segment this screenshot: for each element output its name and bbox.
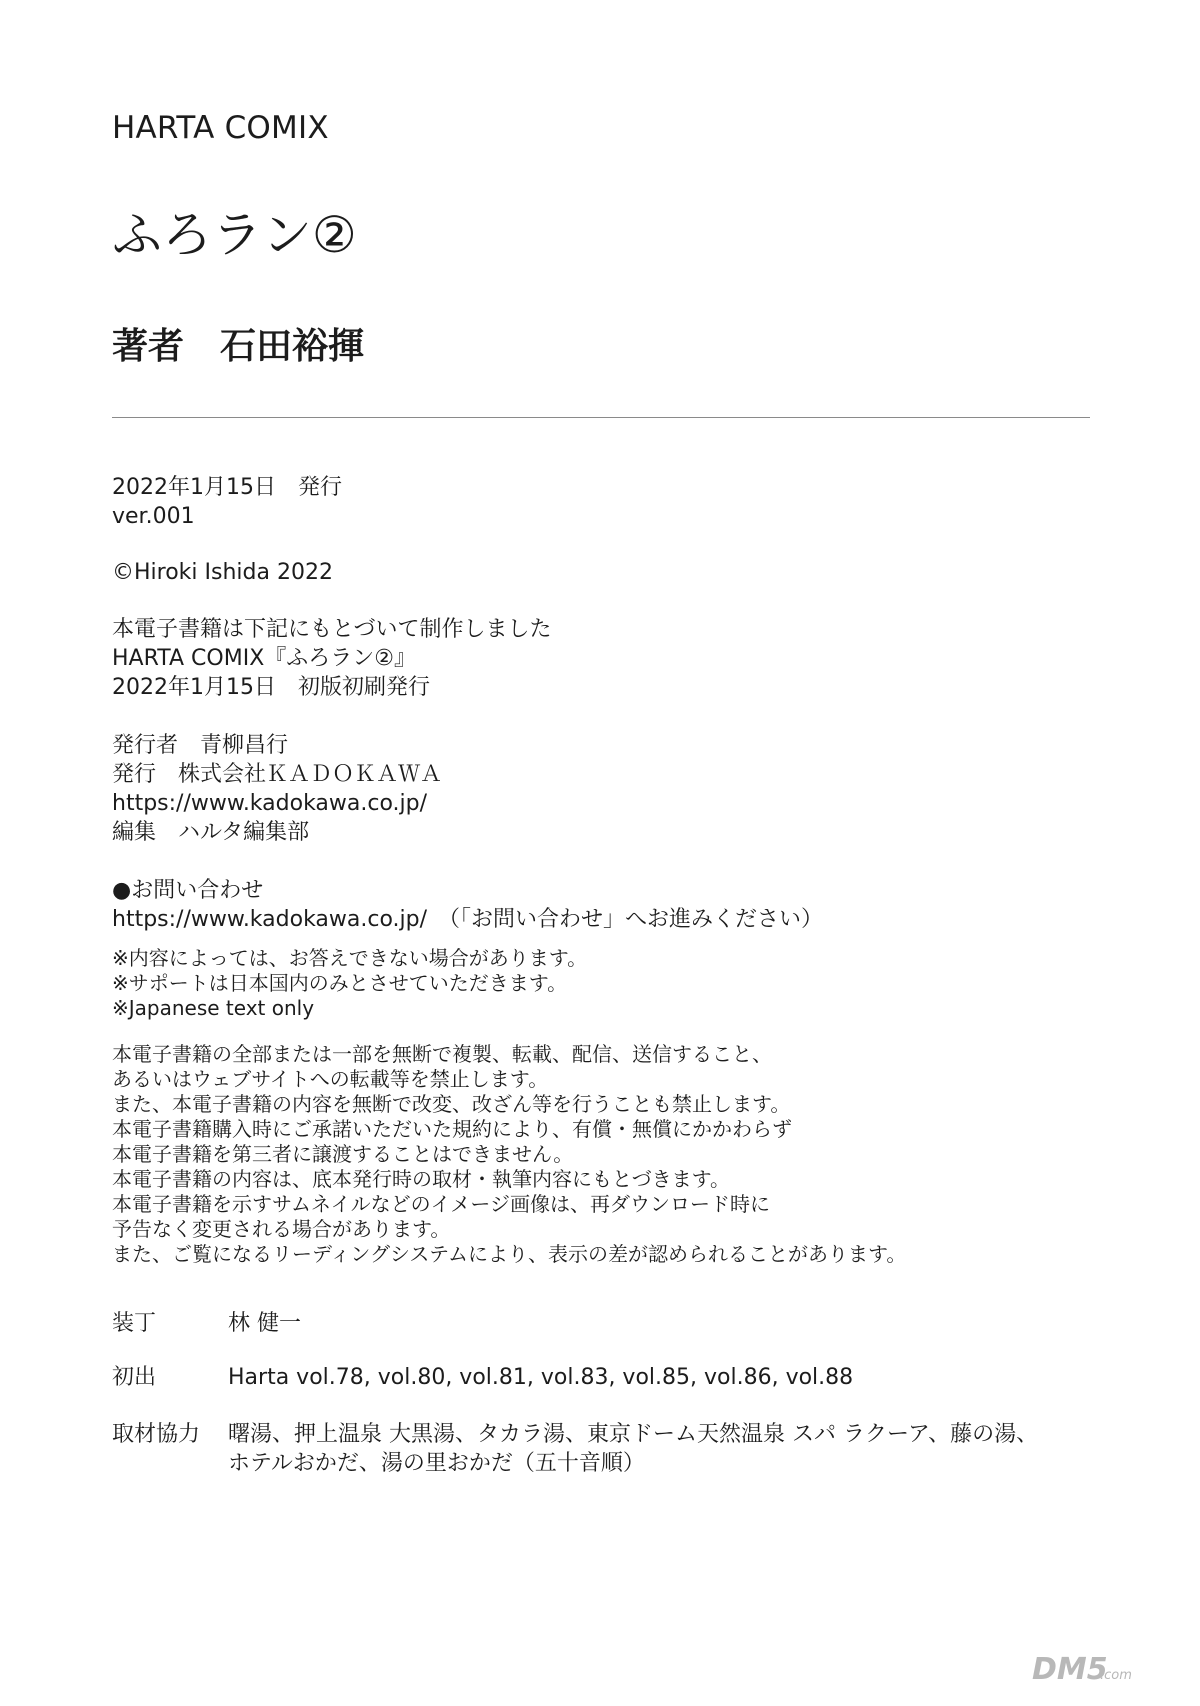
copyright-block <box>112 558 333 587</box>
watermark-logo: DM5 <box>1032 1652 1108 1687</box>
publisher-line: 編集 ハルタ編集部 <box>112 820 310 845</box>
divider <box>112 417 1090 418</box>
design-credit <box>112 1306 301 1337</box>
cooperation-line: 曙湯、押上温泉 大黒湯、タカラ湯、東京ドーム天然温泉 スパ ラクーア、藤の湯、 <box>228 1422 1039 1447</box>
terms-line: 本電子書籍の内容は、底本発行時の取材・執筆内容にもとづきます。 <box>112 1167 730 1191</box>
cooperation-label: 取材協力 <box>112 1422 201 1447</box>
copyright: ©Hiroki Ishida 2022 <box>112 560 333 585</box>
terms-line: 本電子書籍を第三者に譲渡することはできません。 <box>112 1142 574 1166</box>
publisher-line: 発行者 青柳昌行 <box>112 733 289 758</box>
series-name: HARTA COMIX <box>112 110 329 146</box>
terms-line: 本電子書籍購入時にご承諾いただいた規約により、有償・無償にかかわらず <box>112 1117 792 1141</box>
release-date: 2022年1月15日 発行 <box>112 475 342 500</box>
inquiry-note: ※Japanese text only <box>112 996 315 1020</box>
source-line: 2022年1月15日 初版初刷発行 <box>112 675 430 700</box>
terms-line: 予告なく変更される場合があります。 <box>112 1217 451 1241</box>
publisher-line: 発行 株式会社ＫＡＤＯＫＡＷＡ <box>112 762 443 787</box>
inquiry-url: https://www.kadokawa.co.jp/ （「お問い合わせ」へお進みください） <box>112 907 824 932</box>
release-block <box>112 473 342 531</box>
cooperation-line: ホテルおかだ、湯の里おかだ（五十音順） <box>228 1451 645 1476</box>
book-title: ふろラン② <box>112 206 357 264</box>
terms-line: 本電子書籍の全部または一部を無断で複製、転載、配信、送信すること、 <box>112 1042 772 1066</box>
inquiry-note: ※サポートは日本国内のみとさせていただきます。 <box>112 971 568 995</box>
source-line: 本電子書籍は下記にもとづいて制作しました <box>112 617 552 642</box>
design-value: 林 健一 <box>228 1311 301 1336</box>
source-line: HARTA COMIX『ふろラン②』 <box>112 646 416 671</box>
terms-block <box>112 1042 906 1267</box>
author-line: 著者 石田裕揮 <box>112 326 365 367</box>
inquiry-heading: ●お問い合わせ <box>112 878 264 903</box>
terms-line: あるいはウェブサイトへの転載等を禁止します。 <box>112 1067 549 1091</box>
terms-line: 本電子書籍を示すサムネイルなどのイメージ画像は、再ダウンロード時に <box>112 1192 770 1216</box>
version: ver.001 <box>112 504 195 529</box>
source-block <box>112 615 552 702</box>
terms-line: また、本電子書籍の内容を無断で改変、改ざん等を行うことも禁止します。 <box>112 1092 791 1116</box>
site-watermark <box>1032 1652 1182 1692</box>
publisher-block <box>112 731 442 847</box>
inquiry-note: ※内容によっては、お答えできない場合があります。 <box>112 946 588 970</box>
watermark-domain: .com <box>1100 1668 1132 1683</box>
first-published-label: 初出 <box>112 1365 157 1390</box>
publisher-url: https://www.kadokawa.co.jp/ <box>112 791 428 816</box>
inquiry-notes <box>112 946 587 1021</box>
design-label: 装丁 <box>112 1311 157 1336</box>
first-published-credit <box>112 1360 853 1391</box>
inquiry-block <box>112 876 823 934</box>
first-published-value: Harta vol.78, vol.80, vol.81, vol.83, vol.85, vol.86, vol.88 <box>228 1365 854 1390</box>
terms-line: また、ご覧になるリーディングシステムにより、表示の差が認められることがあります。 <box>112 1242 907 1266</box>
